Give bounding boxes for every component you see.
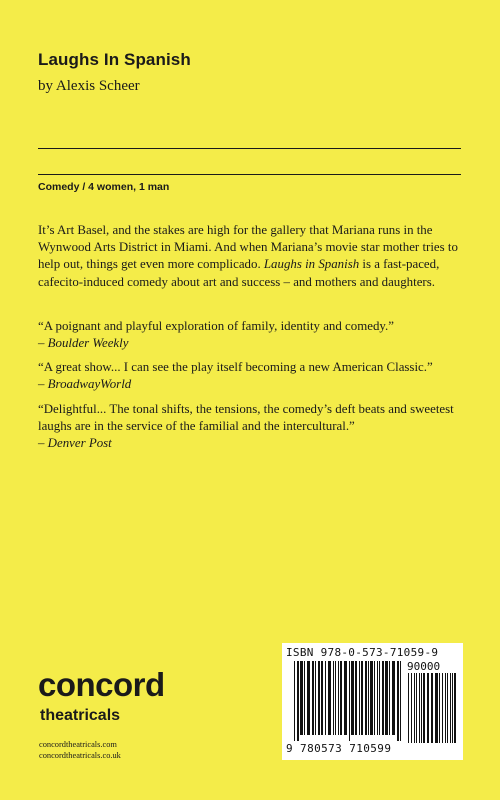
barcode-bar bbox=[427, 673, 429, 743]
barcode-bar bbox=[445, 673, 446, 743]
barcode-bar bbox=[423, 673, 425, 743]
review-quote bbox=[38, 359, 468, 393]
barcode-bar bbox=[349, 661, 350, 741]
barcode-bar bbox=[340, 661, 342, 735]
barcode-bar bbox=[335, 661, 336, 735]
barcode-bar bbox=[315, 661, 316, 735]
barcode-bar bbox=[447, 673, 448, 743]
publisher-logo-subtitle: theatricals bbox=[40, 707, 121, 724]
ean-number: 9 780573 710599 bbox=[286, 742, 392, 755]
barcode-bar bbox=[344, 661, 347, 735]
barcode-bar bbox=[454, 673, 456, 743]
barcode-bar bbox=[431, 673, 433, 743]
barcode-bar bbox=[374, 661, 375, 735]
barcode-bar bbox=[435, 673, 438, 743]
quote-text: “A poignant and playful exploration of family, identity and comedy.” bbox=[38, 319, 394, 333]
barcode-bar bbox=[439, 673, 440, 743]
publisher-url-uk: concordtheatricals.co.uk bbox=[39, 751, 121, 760]
barcode-bar bbox=[321, 661, 323, 735]
genre-cast-info: Comedy / 4 women, 1 man bbox=[38, 181, 170, 193]
divider-top bbox=[38, 148, 461, 149]
review-quote bbox=[38, 401, 468, 453]
barcode-bar bbox=[382, 661, 384, 735]
barcode-bar bbox=[355, 661, 357, 735]
barcode-bar bbox=[365, 661, 367, 735]
barcode-bar bbox=[368, 661, 369, 735]
quote-text: “Delightful... The tonal shifts, the tensions, the comedy’s deft beats and sweetest laughs are in the service of the familial and the intercultural.” bbox=[38, 402, 454, 434]
synopsis bbox=[38, 222, 468, 291]
barcode-bar bbox=[361, 661, 363, 735]
barcode-bar bbox=[419, 673, 420, 743]
barcode-bar bbox=[333, 661, 334, 735]
barcode-bar bbox=[359, 661, 360, 735]
price-addon-code: 90000 bbox=[407, 660, 441, 673]
barcode-bar bbox=[392, 661, 395, 735]
barcode-bar bbox=[397, 661, 399, 741]
barcode-bar bbox=[328, 661, 331, 735]
barcode-bar bbox=[411, 673, 412, 743]
barcode-bar bbox=[400, 661, 401, 741]
barcode-bar bbox=[452, 673, 453, 743]
barcode-bar bbox=[294, 661, 295, 741]
barcode-bar bbox=[312, 661, 314, 735]
barcode-bar bbox=[421, 673, 422, 743]
book-title: Laughs In Spanish bbox=[38, 50, 191, 69]
quote-text: “A great show... I can see the play itself becoming a new American Classic.” bbox=[38, 360, 433, 374]
barcode-bar bbox=[297, 661, 299, 741]
quote-source: – Denver Post bbox=[38, 436, 112, 451]
barcode-bar bbox=[408, 673, 409, 743]
barcode-bar bbox=[351, 661, 354, 735]
barcode-bar bbox=[385, 661, 388, 735]
barcode-bar bbox=[304, 661, 305, 735]
barcode-bar bbox=[325, 661, 326, 735]
barcode-bar bbox=[307, 661, 310, 735]
book-author: by Alexis Scheer bbox=[38, 78, 140, 94]
isbn-text: ISBN 978-0-573-71059-9 bbox=[286, 646, 439, 659]
synopsis-part-2: is a fast-paced, cafecito-induced comedy about art and success – and mothers and daughters. bbox=[38, 257, 440, 289]
barcode-bar bbox=[338, 661, 339, 735]
review-quote bbox=[38, 318, 468, 352]
barcode-bar bbox=[370, 661, 373, 735]
barcode-bar bbox=[379, 661, 380, 735]
barcode-bar bbox=[450, 673, 451, 743]
synopsis-title-italic: Laughs in Spanish bbox=[263, 257, 360, 272]
barcode-bar bbox=[416, 673, 417, 743]
barcode-bar bbox=[377, 661, 378, 735]
barcode-bar bbox=[442, 673, 443, 743]
synopsis-part-1: It’s Art Basel, and the stakes are high for the gallery that Mariana runs in the Wynwood Arts District in Miami. And when Mariana’s movie star mother tries to help out, things get even more complicado. bbox=[38, 223, 458, 272]
barcode-bar bbox=[389, 661, 390, 735]
barcode-bar bbox=[318, 661, 320, 735]
barcode-bar bbox=[300, 661, 303, 735]
barcode-bar bbox=[414, 673, 415, 743]
publisher-url-us: concordtheatricals.com bbox=[39, 740, 117, 749]
quote-source: – BroadwayWorld bbox=[38, 377, 132, 392]
divider-bottom bbox=[38, 174, 461, 175]
publisher-logo: concord bbox=[38, 666, 165, 703]
quote-source: – Boulder Weekly bbox=[38, 336, 129, 351]
